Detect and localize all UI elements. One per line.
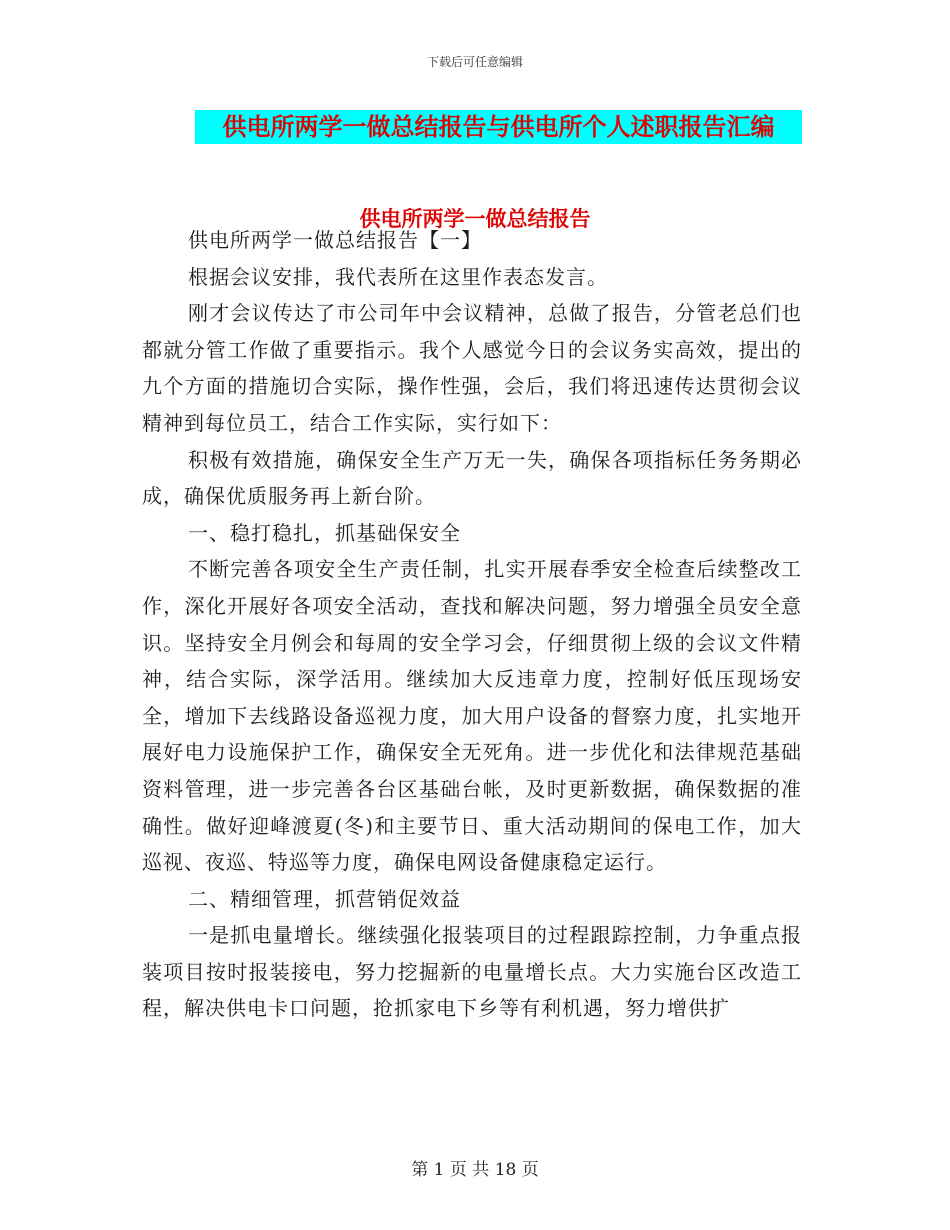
main-title-highlight [195, 110, 802, 144]
paragraph-section-one-heading: 一、稳打稳扎，抓基础保安全 [188, 520, 461, 545]
page-number-footer: 第 1 页 共 18 页 [411, 1160, 539, 1180]
paragraph-measures: 积极有效措施，确保安全生产万无一失，确保各项指标任务务期必成，确保优质服务再上新台阶。 [142, 447, 802, 509]
paragraph-electricity-growth: 一是抓电量增长。继续强化报装项目的过程跟踪控制，力争重点报装项目按时报装接电，努力挖掘新的电量增长点。大力实施台区改造工程，解决供电卡口问题，抢抓家电下乡等有利机遇，努力增供扩 [142, 923, 802, 1021]
paragraph-section-two-heading: 二、精细管理，抓营销促效益 [188, 886, 461, 911]
document-body [142, 222, 802, 1027]
document-main-title: 供电所两学一做总结报告与供电所个人述职报告汇编 [222, 113, 775, 141]
page-header-note: 下载后可任意编辑 [426, 55, 523, 69]
document-section-title: 供电所两学一做总结报告 [359, 207, 591, 231]
paragraph-meeting-summary: 刚才会议传达了市公司年中会议精神，总做了报告，分管老总们也都就分管工作做了重要指示。我个人感觉今日的会议务实高效，提出的九个方面的措施切合实际，操作性强，会后，我们将迅速传达贯彻会议精神到每位员工，结合工作实际，实行如下： [142, 301, 802, 435]
paragraph-intro: 根据会议安排，我代表所在这里作表态发言。 [188, 264, 608, 289]
paragraph-safety: 不断完善各项安全生产责任制，扎实开展春季安全检查后续整改工作，深化开展好各项安全活动，查找和解决问题，努力增强全员安全意识。坚持安全月例会和每周的安全学习会，仔细贯彻上级的会议文件精神，结合实际，深学活用。继续加大反违章力度，控制好低压现场安全，增加下去线路设备巡视力度，加大用户设备的督察力度，扎实地开展好电力设施保护工作，确保安全无死角。进一步优化和法律规范基础资料管理，进一步完善各台区基础台帐，及时更新数据，确保数据的准确性。做好迎峰渡夏(冬)和主要节日、重大活动期间的保电工作，加大巡视、夜巡、特巡等力度，确保电网设备健康稳定运行。 [142, 557, 802, 875]
paragraph-report-heading: 供电所两学一做总结报告【一】 [188, 228, 482, 252]
